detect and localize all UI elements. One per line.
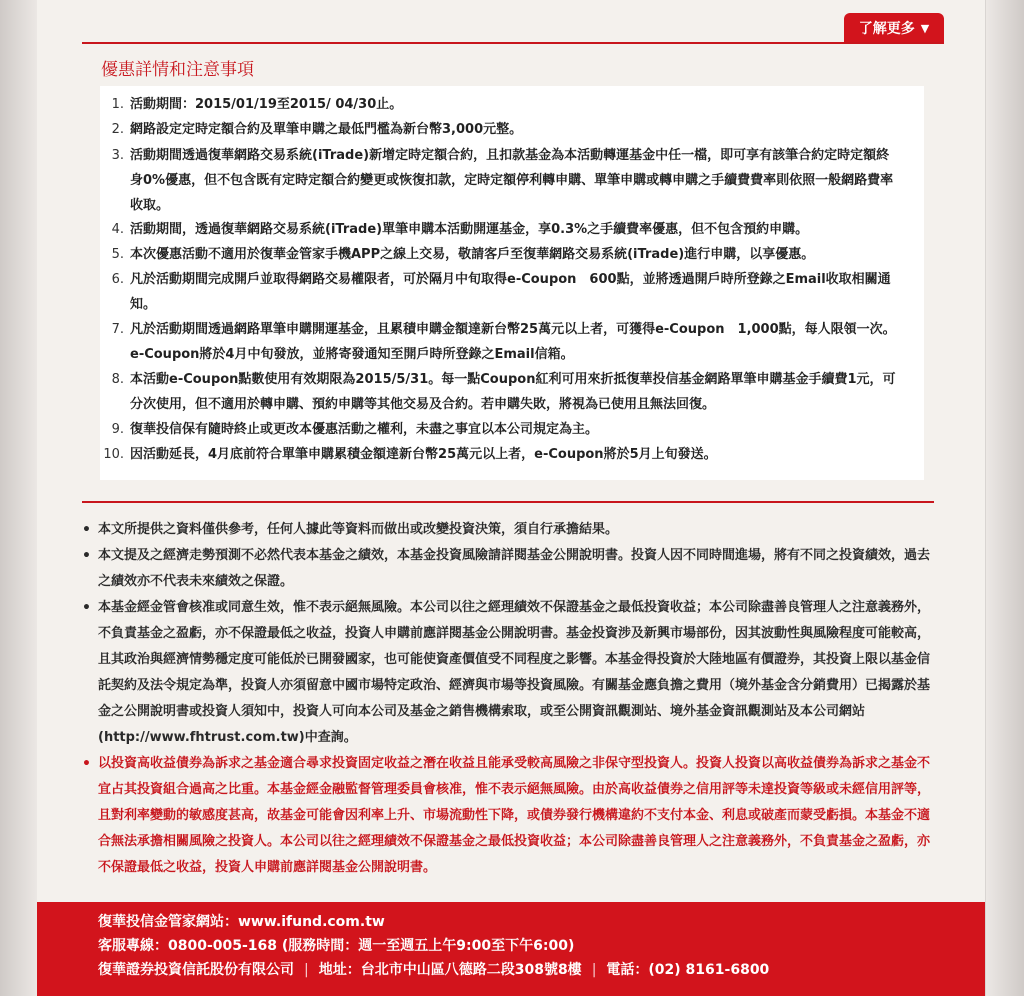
detail-number: 6. <box>111 272 124 287</box>
footer-website[interactable]: 復華投信金管家網站：www.ifund.com.tw <box>98 914 385 930</box>
middle-divider <box>82 501 934 503</box>
detail-text: 活動期間，透過復華網路交易系統(iTrade)單筆申購本活動開運基金，享0.3%之手續費率優惠，但不包含預約申購。 <box>130 222 809 237</box>
detail-text: 凡於活動期間透過網路單筆申購開運基金，且累積申購金額達新台幣25萬元以上者，可獲得e-Coupon 1,000點，每人限領一次。e-Coupon將於4月中旬發放，並將寄發通知至開戶時所登錄之Email信箱。 <box>130 322 896 362</box>
footer-separator: | <box>304 962 309 978</box>
note-text: 以投資高收益債券為訴求之基金適合尋求投資固定收益之潛在收益且能承受較高風險之非保守型投資人。投資人投資以高收益債券為訴求之基金不宜占其投資組合過高之比重。本基金經金融監督管理委員會核准，惟不表示絕無風險。由於高收益債券之信用評等未達投資等級或未經信用評等，且對利率變動的敏感度甚高，故基金可能會因利率上升、市場流動性下降，或債券發行機構違約不支付本金、利息或破產而蒙受虧損。本基金不適合無法承擔相關風險之投資人。本公司以往之經理績效不保證基金之最低投資收益；本公司除盡善良管理人之注意義務外，不負責基金之盈虧，亦不保證最低之收益，投資人申購前應詳閱基金公開說明書。 <box>98 756 931 875</box>
detail-text: 因活動延長，4月底前符合單筆申購累積金額達新台幣25萬元以上者，e-Coupon將於5月上旬發送。 <box>130 447 717 462</box>
bullet-icon: • <box>82 522 91 538</box>
detail-number: 4. <box>111 222 124 237</box>
footer-company-info <box>98 959 769 981</box>
details-box <box>100 86 924 480</box>
detail-number: 9. <box>111 422 124 437</box>
detail-number: 1. <box>111 97 124 112</box>
detail-text: 復華投信保有隨時終止或更改本優惠活動之權利，未盡之事宜以本公司規定為主。 <box>130 422 599 437</box>
detail-number: 3. <box>111 148 124 163</box>
detail-number: 8. <box>111 372 124 387</box>
detail-number: 5. <box>111 247 124 262</box>
footer-separator: | <box>591 962 597 978</box>
triangle-down-icon: ▼ <box>920 21 930 35</box>
footer-address: 地址：台北市中山區八德路二段308號8樓 <box>318 962 582 978</box>
footer-company: 復華證券投資信託股份有限公司 <box>98 962 294 978</box>
learn-more-button[interactable] <box>844 13 944 43</box>
detail-text: 活動期間透過復華網路交易系統(iTrade)新增定時定額合約，且扣款基金為本活動轉運基金中任一檔，即可享有該筆合約定時定額終身0%優惠，但不包含既有定時定額合約變更或恢復扣款，定時定額停利轉申購、單筆申購或轉申購之手續費費率則依照一般網路費率收取。 <box>130 148 894 213</box>
bullet-icon: • <box>82 600 91 616</box>
detail-number: 10. <box>103 447 124 462</box>
left-gutter <box>0 0 38 996</box>
top-divider <box>82 42 944 44</box>
note-text: 本基金經金管會核准或同意生效，惟不表示絕無風險。本公司以往之經理績效不保證基金之最低投資收益；本公司除盡善良管理人之注意義務外，不負責基金之盈虧，亦不保證最低之收益，投資人申購前應詳閱基金公開說明書。基金投資涉及新興市場部份，因其波動性與風險程度可能較高，且其政治與經濟情勢穩定度可能低於已開發國家，也可能使資產價值受不同程度之影響。本基金得投資於大陸地區有價證券，其投資上限以基金信託契約及法令規定為準，投資人亦須留意中國市場特定政治、經濟與市場等投資風險。有關基金應負擔之費用（境外基金含分銷費用）已揭露於基金之公開說明書或投資人須知中，投資人可向本公司及基金之銷售機構索取，或至公開資訊觀測站、境外基金資訊觀測站及本公司網站(http://www.fhtrust.com.tw)中查詢。 <box>98 600 931 745</box>
note-text: 本文提及之經濟走勢預測不必然代表本基金之績效，本基金投資風險請詳閱基金公開說明書。投資人因不同時間進場，將有不同之投資績效，過去之績效亦不代表未來績效之保證。 <box>98 548 931 589</box>
detail-text: 凡於活動期間完成開戶並取得網路交易權限者，可於隔月中旬取得e-Coupon 600點，並將透過開戶時所登錄之Email收取相關通知。 <box>130 272 891 312</box>
section-title: 優惠詳情和注意事項 <box>101 60 254 80</box>
bullet-icon: • <box>82 756 91 772</box>
detail-text: 活動期間：2015/01/19至2015/ 04/30止。 <box>130 97 403 112</box>
detail-text: 本活動e-Coupon點數使用有效期限為2015/5/31。每一點Coupon紅利可用來折抵復華投信基金網路單筆申購基金手續費1元，可分次使用，但不適用於轉申購、預約申購等其他交易及合約。若申購失敗，將視為已使用且無法回復。 <box>130 372 896 412</box>
detail-number: 7. <box>111 322 124 337</box>
detail-text: 本次優惠活動不適用於復華金管家手機APP之線上交易，敬請客戶至復華網路交易系統(iTrade)進行申購，以享優惠。 <box>130 247 815 262</box>
detail-number: 2. <box>111 122 124 137</box>
detail-text: 網路設定定時定額合約及單筆申購之最低門檻為新台幣3,000元整。 <box>130 122 523 137</box>
note-text: 本文所提供之資料僅供參考，任何人據此等資料而做出或改變投資決策，須自行承擔結果。 <box>98 522 619 537</box>
footer-phone: 電話：(02) 8161-6800 <box>606 962 770 978</box>
right-gutter <box>986 0 1024 996</box>
footer <box>37 902 985 996</box>
bullet-icon: • <box>82 548 91 564</box>
footer-service-line: 客服專線：0800-005-168 (服務時間：週一至週五上午9:00至下午6:00) <box>98 938 575 954</box>
learn-more-label: 了解更多 <box>858 21 915 37</box>
